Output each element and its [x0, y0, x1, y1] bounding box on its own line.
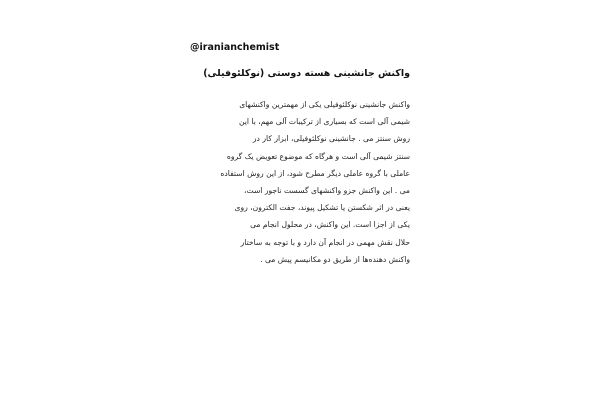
body-line: روش سنتز می . جانشینی نوکلئوفیلی، ابزار کار در: [252, 134, 410, 144]
document-body: [190, 96, 410, 268]
body-line: شیمی آلی است که بسیاری از ترکیبات آلی مهم، با این: [239, 117, 410, 127]
body-line: حلال نقش مهمی در انجام آن دارد و با توجه به ساختار: [240, 237, 410, 247]
body-line: سنتز شیمی آلی است و هرگاه که موضوع تعویض یک گروه: [226, 151, 410, 161]
body-line: یکی از اجزا است. این واکنش، در محلول انجام می: [250, 220, 410, 230]
body-line: واکنش جانشینی نوکلئوفیلی یکی از مهمترین واکنشهای: [239, 100, 410, 109]
body-line: یعنی در اثر شکستن یا تشکیل پیوند، جفت الکترون، روی: [234, 203, 410, 213]
body-line: عاملی با گروه عاملی دیگر مطرح شود، از این روش استفاده: [220, 168, 410, 178]
document-title: واکنش جانشینی هسته دوستی (نوکلئوفیلی): [203, 68, 410, 79]
author-handle: @iranianchemist: [190, 42, 280, 53]
body-line: واکنش دهنده‌ها از طریق دو مکانیسم پیش می .: [260, 254, 410, 264]
body-line: می . این واکنش جزو واکنشهای گسست ناجور است،: [244, 185, 410, 195]
